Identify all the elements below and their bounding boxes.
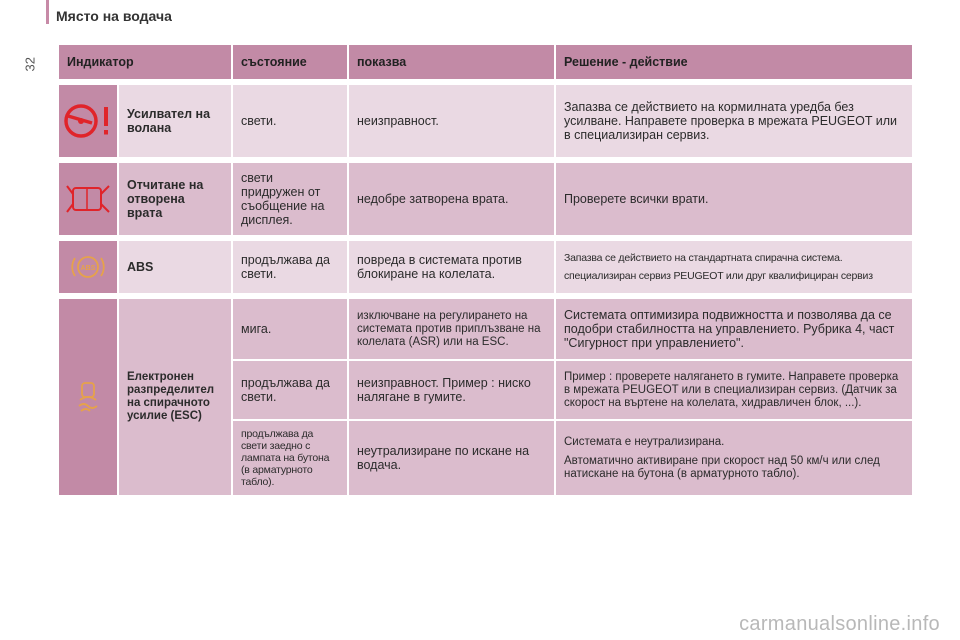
door-action: Проверете всички врати. [556,163,912,235]
esc-action-3-cell [556,419,912,495]
steering-action: Запазва се действието на кормилната уредба без усилване. Направете проверка в мрежата PEUGEOT или в специализиран сервиз. [556,85,912,157]
steering-state: свети. [233,85,347,157]
abs-shows: повреда в системата против блокиране на колелата. [349,241,554,293]
esc-shows-2: неизправност. Пример : ниско налягане в гумите. [349,359,554,419]
table-row [59,163,912,235]
door-name: Отчитане на отворена врата [119,163,231,235]
esc-shows-3: неутрализиране по искане на водача. [349,419,554,495]
abs-name: ABS [119,241,231,293]
page-number-box [20,40,40,80]
table-row [59,241,912,293]
esc-action-1: Системата оптимизира подвижността и позволява да се подобри стабилността на управлението. Рубрика 4, част "Сигурност при управлението". [556,299,912,359]
esc-action-2: Пример : проверете налягането в гумите. Направете проверка в мрежата PEUGEOT или в специализиран сервиз. (Датчик за скорост на въртене на колелата, хидравличен блок, ...). [556,359,912,419]
abs-icon-cell [59,241,117,293]
header-shows: показва [349,45,554,79]
section-bar [46,0,49,24]
warning-lights-table [57,45,914,495]
table-row [59,85,912,157]
table-header [59,45,912,79]
header-state: състояние [233,45,347,79]
door-icon-cell [59,163,117,235]
abs-action-cell [556,241,912,293]
header-indicator: Индикатор [59,45,231,79]
page-number: 32 [22,57,38,72]
esc-action-3a: Системата е неутрализирана. [564,435,725,448]
header-action: Решение - действие [556,45,912,79]
abs-icon [68,249,108,285]
abs-action-2: специализиран сервиз PEUGEOT или друг квалифициран сервиз [564,270,873,282]
steering-name: Усилвател на волана [119,85,231,157]
esc-state-2: продължава да свети. [233,359,347,419]
esc-shows-1: изключване на регулирането на системата против приплъзване на колелата (ASR) или на ESC. [349,299,554,359]
door-shows: недобре затворена врата. [349,163,554,235]
esc-name: Електронен разпределител на спирачното усилие (ESC) [119,299,231,495]
esc-icon [73,380,103,414]
abs-state: продължава да свети. [233,241,347,293]
open-door-icon [63,182,113,216]
steering-shows: неизправност. [349,85,554,157]
esc-state-3: продължава да свети заедно с лампата на бутона (в арматурното табло). [233,419,347,495]
steering-icon-cell [59,85,117,157]
table-row [59,299,912,359]
abs-action-1: Запазва се действието на стандартната спирачна система. [564,252,843,264]
esc-action-3b: Автоматично активиране при скорост над 50 км/ч или след натискане на бутона (в арматурното табло). [564,454,880,480]
svg-text:ABS: ABS [80,265,96,272]
watermark: carmanualsonline.info [739,613,940,635]
section-title: Място на водача [56,8,172,24]
steering-warning-icon [62,101,114,141]
door-state: свети придружен от съобщение на дисплея. [233,163,347,235]
esc-icon-cell [59,299,117,495]
esc-state-1: мига. [233,299,347,359]
